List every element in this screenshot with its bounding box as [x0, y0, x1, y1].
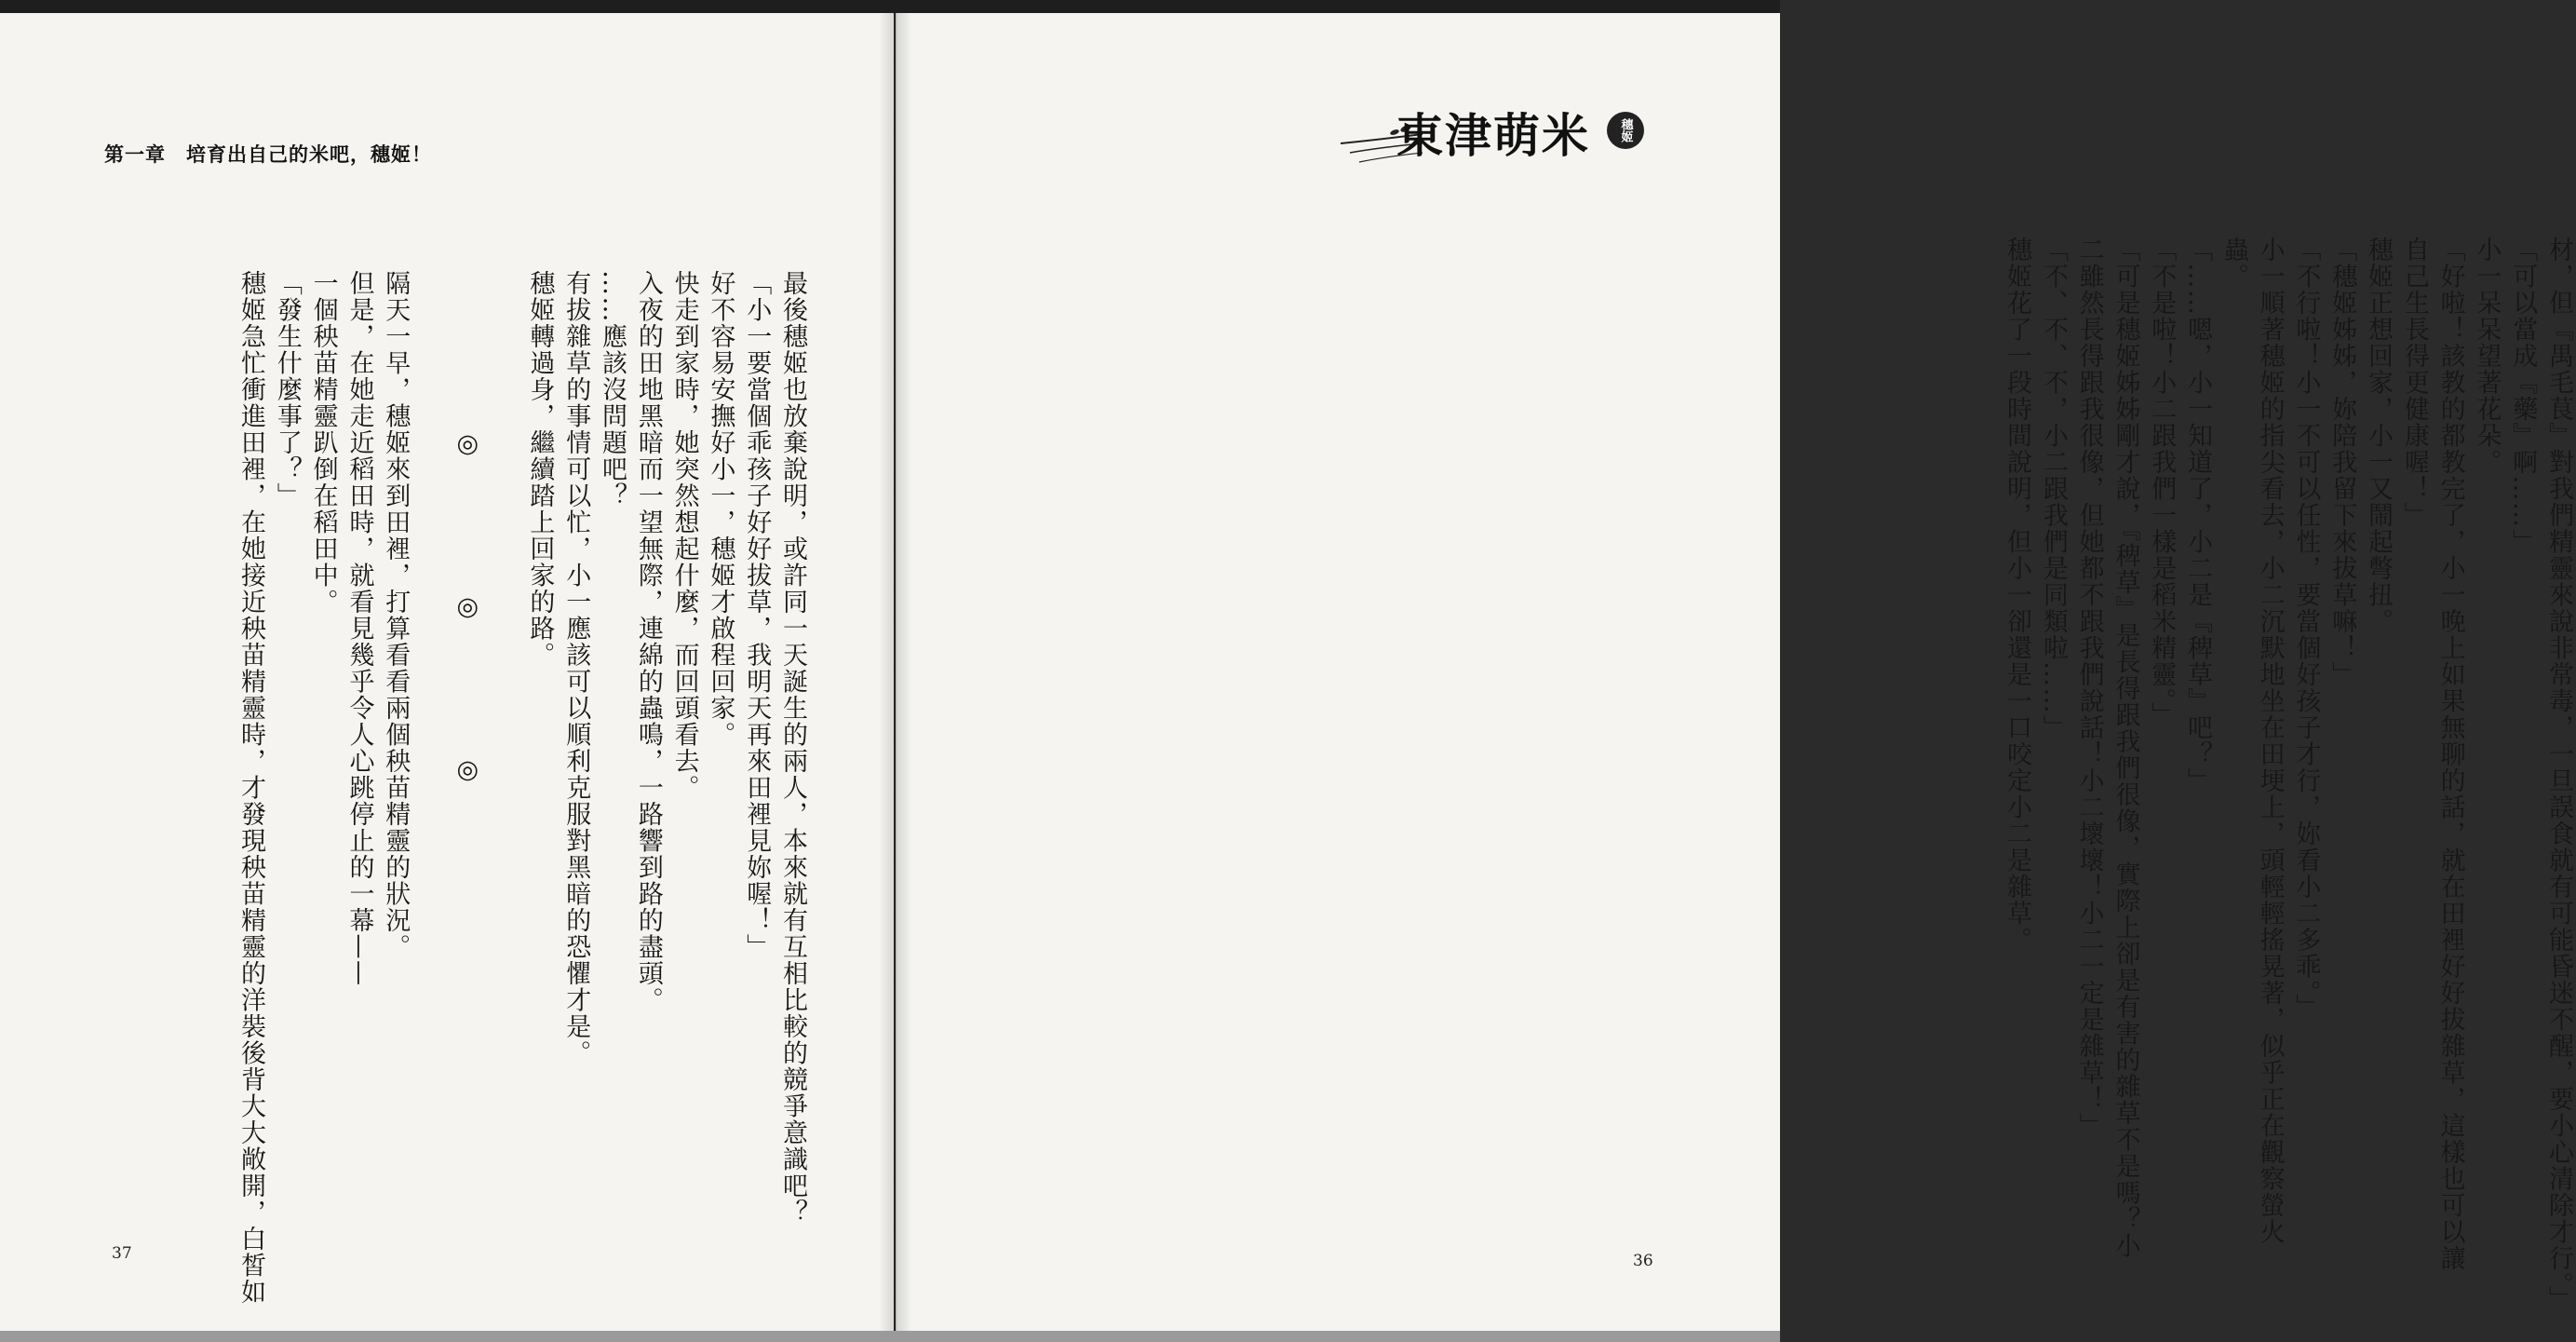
left-page-line: 隔天一早，穗姬來到田裡，打算看看兩個秧苗精靈的狀況。 — [381, 270, 411, 960]
logo-title: 東津萌米 — [1396, 109, 1590, 163]
book-gutter-shadow — [879, 13, 912, 1331]
left-page-line — [485, 270, 521, 1239]
scan-top-edge — [0, 0, 1780, 13]
right-page-line: 「穗姬姊姊，妳陪我留下來拔草嘛！」 — [2327, 237, 2357, 688]
series-logo — [1341, 93, 1648, 182]
right-page-line: 二雖然長得跟我很像，但她都不跟我們說話！小二壞壞！小二一定是雜草！」 — [2074, 237, 2104, 1139]
left-page-line: 穗姬轉過身，繼續踏上回家的路。 — [525, 270, 555, 669]
right-page-body — [1852, 237, 2576, 1312]
left-page-number: 37 — [112, 1244, 132, 1263]
right-page — [896, 13, 2573, 1331]
logo-badge-text: 穗姬 — [1618, 118, 1633, 142]
right-page-line: 材，但『禺毛茛』對我們精靈來說非常毒，一旦誤食就有可能昏迷不醒，要小心清除才行。」 — [2544, 237, 2573, 1312]
right-page-line: 穗姬花了一段時間說明，但小一卻還是一口咬定小二是雜草。 — [2003, 237, 2032, 954]
left-page-line: 「發生什麼事了？」 — [272, 270, 302, 509]
left-page-line: 但是，在她走近稻田時，就看見幾乎令人心跳停止的一幕—— — [344, 270, 374, 987]
left-page-line: 快走到家時，她突然想起什麼，而回頭看去。 — [669, 270, 699, 801]
left-page-line: ……應該沒問題吧？ — [598, 270, 627, 509]
left-page-line: 穗姬急忙衝進田裡，在她接近秧苗精靈時，才發現秧苗精靈的洋裝後背大大敞開，白皙如 — [236, 270, 266, 1306]
right-page-line: 小一順著穗姬的指尖看去，小二沉默地坐在田埂上，頭輕輕搖晃著，似乎正在觀察螢火 — [2255, 237, 2285, 1245]
left-page-line: 好不容易安撫好小一，穗姬才啟程回家。 — [706, 270, 735, 748]
chapter-running-head: 第一章 培育出自己的米吧，穗姬！ — [104, 143, 432, 166]
right-page-line: 「不、不、不，小二跟我們是同類啦……」 — [2038, 237, 2068, 741]
right-page-line: 「……嗯，小一知道了，小二是『稗草』吧？」 — [2183, 237, 2213, 794]
right-page-line: 「可是穗姬姊姊剛才說，『稗草』是長得跟我們很像，實際上卻是有害的雜草不是嗎？小 — [2111, 237, 2140, 1259]
right-page-line: 穗姬正想回家，小一又鬧起彆扭。 — [2364, 237, 2394, 635]
left-page-line: 「小一要當個乖孩子好好拔草，我明天再來田裡見妳喔！」 — [742, 270, 772, 960]
left-page-line: 入夜的田地黑暗而一望無際，連綿的蟲鳴，一路響到路的盡頭。 — [633, 270, 663, 1013]
right-page-number: 36 — [1633, 1252, 1653, 1270]
right-page-line: 蟲。 — [2219, 237, 2248, 290]
right-page-line: 「不是啦！小二跟我們一樣是稻米精靈。」 — [2147, 237, 2177, 728]
left-page-line: 有拔雜草的事情可以忙，小一應該可以順利克服對黑暗的恐懼才是。 — [561, 270, 591, 1066]
right-page-line: 自己生長得更健康喔！」 — [2399, 237, 2429, 529]
left-page-line: ◎ ◎ ◎ — [452, 270, 482, 786]
left-page-line: 最後穗姬也放棄說明，或許同一天誕生的兩人，本來就有互相比較的競爭意識吧？ — [778, 270, 807, 1226]
left-page-line: 一個秧苗精靈趴倒在稻田中。 — [308, 270, 338, 616]
right-page-line: 「好啦！該教的都教完了，小一晚上如果無聊的話，就在田裡好好拔雜草，這樣也可以讓 — [2435, 237, 2465, 1272]
right-page-line: 「不行啦！小一不可以任性，要當個好孩子才行，妳看小二多乖。」 — [2291, 237, 2321, 1021]
logo-badge — [1607, 112, 1644, 149]
right-page-line: 「可以當成『藥』啊……」 — [2508, 237, 2538, 555]
right-page-line: 小一呆呆望著花朵。 — [2472, 237, 2502, 476]
left-page — [0, 13, 894, 1331]
scan-bottom-edge — [0, 1331, 1780, 1342]
left-page-line — [412, 270, 449, 1239]
